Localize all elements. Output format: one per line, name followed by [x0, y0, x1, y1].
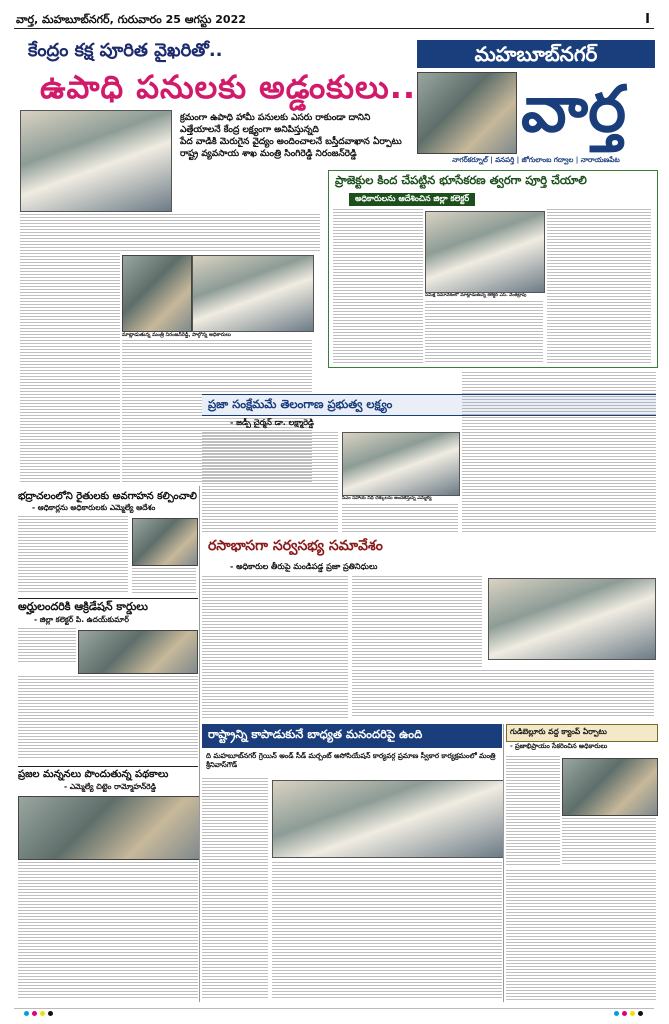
- story7-sub: - ఎమ్మెల్యే చిట్టెం రామ్మోహన్‌రెడ్డి: [64, 782, 157, 791]
- story2-headline: ప్రాజెక్టుల కింద చేపట్టిన భూసేకరణ త్వరగా పూర్తి చేయాలి: [335, 173, 587, 187]
- story9-body-1: [506, 756, 560, 866]
- brand-region: మహబూబ్‌నగర్: [417, 40, 655, 68]
- story9-sub: - ప్రజాభిప్రాయం సేకరించిన అధికారులు: [510, 742, 608, 750]
- lead-bullets: [180, 112, 412, 160]
- dam-photo: [417, 72, 517, 154]
- lead-headline: ఉపాధి పనులకు అడ్డంకులు..: [40, 68, 417, 106]
- cmyk-dot: [32, 1011, 37, 1016]
- story8-sub: ది మహబూబ్‌నగర్ గ్రెయిన్ అండ్ సీడ్ మర్చంట్ అసోసియేషన్ కార్యవర్గ ప్రమాణ స్వీకార కార్యక్రమంలో మంత్రి శ్రీనివాస్‌గౌడ్: [206, 752, 496, 769]
- cmyk-dot: [48, 1011, 53, 1016]
- story2-photo-caption: సమీక్ష సమావేశంలో మాట్లాడుతున్న కలెక్టర్ ఎస్. వెంకట్రావు: [425, 293, 527, 298]
- lead-photo-3: [192, 255, 314, 332]
- story2-body-2: [425, 301, 543, 363]
- cmyk-dot: [630, 1011, 635, 1016]
- story6-body-3: [352, 670, 654, 718]
- lead-bullet-4: రాష్ట్ర వ్యవసాయ శాఖ మంత్రి సింగిరెడ్డి నిరంజన్‌రెడ్డి: [180, 149, 357, 159]
- story6-body-1: [202, 576, 348, 718]
- registration-marks: [14, 1008, 654, 1017]
- story5-photo: [78, 630, 198, 674]
- story3-body-2: [132, 568, 196, 594]
- cmyk-dot: [40, 1011, 45, 1016]
- page-number: I: [645, 12, 650, 27]
- story9-photo: [562, 758, 658, 816]
- story4-body-3: [462, 372, 656, 532]
- story9-headline: గుడిబెల్లూరు వద్ద క్యాంప్ ఏర్పాటు: [510, 727, 607, 736]
- story5-body-2: [18, 676, 198, 760]
- story9-body-3: [506, 870, 656, 1000]
- brand-name: వార్త: [521, 73, 627, 147]
- lead-bullet-3: పేద వాడికి మెరుగైన వైద్యం అందించాలనే బస్తీదవాఖాన ఏర్పాటు: [180, 137, 402, 147]
- story7-body: [18, 862, 198, 1000]
- cmyk-dot: [24, 1011, 29, 1016]
- story7-photo: [18, 796, 200, 860]
- lead-photo-2: [122, 255, 192, 332]
- lead-bullet-1: క్రమంగా ఉపాధి హామీ పనులకు ఎసరు రాకుండా దానిని: [180, 113, 371, 123]
- story8-photo: [272, 780, 504, 858]
- story2-body-1: [333, 209, 423, 363]
- story4-body-1: [202, 432, 338, 532]
- story5-headline: అర్హులందరికి ఆక్రిడేషన్ కార్డులు: [18, 600, 148, 613]
- story8-body-2: [272, 862, 502, 1000]
- column-rule: [199, 486, 200, 1002]
- story4-sub: - జడ్పీ చైర్మన్ డా. లక్ష్మారెడ్డి: [230, 418, 314, 427]
- story2-box: [328, 170, 658, 368]
- column-rule: [503, 724, 504, 1002]
- dateline-bar: [14, 12, 654, 29]
- story5-body-1: [18, 628, 76, 662]
- story4-photo: [342, 432, 460, 496]
- story4-headline: ప్రజా సంక్షేమమే తెలంగాణ ప్రభుత్వ లక్ష్యం: [208, 397, 393, 411]
- dateline: వార్త, మహబూబ్‌నగర్, గురువారం 25 ఆగస్టు 2022: [16, 13, 246, 26]
- story3-sub: - ఆధికార్లను అధికారులకు ఎమ్మెల్యే ఆదేశం: [32, 503, 156, 512]
- story3-headline: భద్రాచలంలోని రైతులకు అవగాహన కల్పించాలి: [18, 491, 197, 502]
- story8-head-band: [202, 724, 502, 748]
- lead-bullet-2: ఎత్తేయాలనే కేంద్ర లక్ష్యంగా అనిపిస్తున్నది: [180, 125, 319, 135]
- story6-sub: - అధికారుల తీరుపై మండిపడ్డ ప్రజా ప్రతినిధులు: [230, 562, 378, 571]
- story6-body-2: [352, 576, 482, 668]
- story7-headline: ప్రజల మన్ననలు పొందుతున్న పథకాలు: [18, 769, 169, 780]
- story7-rule: [18, 766, 198, 767]
- story4-body-2: [342, 504, 458, 532]
- story6-head-band: [202, 538, 656, 560]
- story8-body-1: [202, 778, 268, 1000]
- story9-head-band: [506, 724, 658, 742]
- cmyk-dot: [638, 1011, 643, 1016]
- story2-sub: అధికారులను ఆదేశించిన జిల్లా కలెక్టర్: [349, 193, 475, 206]
- story5-sub: - జిల్లా కలెక్టర్ పి. ఉదయ్‌కుమార్: [34, 615, 129, 624]
- lead-body-1: [20, 214, 120, 482]
- story6-headline: రసాభాసగా సర్వసభ్య సమావేశం: [208, 538, 383, 554]
- story5-rule: [18, 598, 198, 599]
- lead-photo: [20, 110, 172, 212]
- story4-photo-caption: సీఎం సహాయ నిధి చెక్కులను అందజేస్తున్న ఎమ్మెల్యే: [342, 496, 432, 501]
- lead-body-3: [120, 214, 320, 252]
- story2-body-3: [547, 209, 651, 363]
- story8-headline: రాష్ట్రాన్ని కాపాడుకునే బాధ్యత మనందరిపై ఉంది: [208, 727, 423, 741]
- story3-photo: [132, 518, 198, 566]
- cmyk-dot: [622, 1011, 627, 1016]
- story6-photo: [488, 578, 656, 660]
- story9-body-2: [562, 818, 656, 866]
- cmyk-dot: [614, 1011, 619, 1016]
- lead-kicker: కేంద్రం కక్ష పూరిత వైఖరితో..: [28, 40, 223, 61]
- story2-photo: [425, 211, 545, 293]
- story3-body: [18, 516, 128, 594]
- brand-districts: నాగర్‌కర్నూల్ | వనపర్తి | జోగులాంబ గద్వాల | నారాయణపేట: [452, 156, 620, 164]
- lead-photo-caption: మాట్లాడుతున్న మంత్రి నిరంజన్‌రెడ్డి, పాల్గొన్న అధికారులు: [122, 332, 231, 338]
- brand-block: [417, 40, 655, 170]
